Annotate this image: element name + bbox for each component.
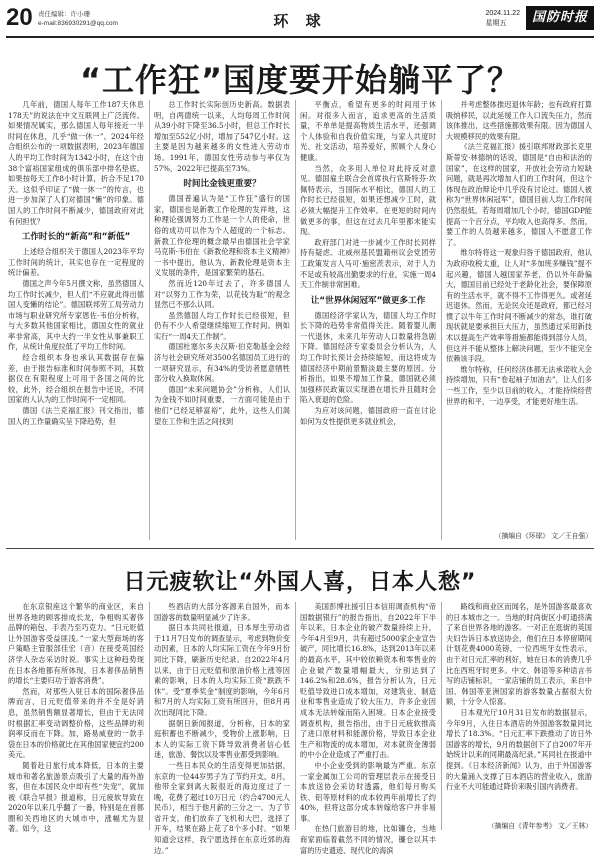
subheading: 工作时长的“新高”和“新低” — [21, 232, 131, 243]
paragraph: 为应对该问题，德国政府一直在讨论如何为女性提供更多就业机会， — [300, 406, 436, 426]
paragraph: 据日本共同社报道，日本厚生劳动省于11月7日发布的调查显示，考虑到物价变动因素，日本的人均实际工资在今年9月份同比下降，刷新历史纪录。自2022年4月以来，由于日元贬值和原油价格上涨等因素的影响，日本的人均实际工资“跌跌不休”。受“夏季奖金”制度的影响，今年6月和7月的人均实际工资有所回升，但8月再次出现同比下降。 — [154, 623, 290, 717]
article1-byline: （摘编自《环球》 文／王自强） — [494, 532, 592, 540]
paragraph: 维尔特将这一观象归咎于德国政府，他认为政府收税太重，让人对“多加班多赚钱”提不起兴趣，德国人越国家养老，仍以外年龄偏大，德国目前已经处于老龄化社会，要保障原有的生活水平，就不得不工作得更久。或者延迟退休。然而，无论民众还是政府，都已经习惯了以牛年工作时间不断减少的常态，谁打破现状就是要承担巨大压力，虽然通过采用新技术以提高生产效率等措施都能得到部分人员，但这并不能从整体上解决问题，至少不能完全依赖该手段。 — [446, 248, 592, 364]
paragraph: 在热门旅游目的地，比如镰仓，当地商家面临着截然不同的情况，镰仓以其丰富的历史遗迹、现代化的海滨 — [300, 824, 436, 855]
header-rule — [6, 36, 594, 38]
paragraph: 德国之声今年5月撰文称，虽然德国人均工作时长减少，但人们“不应就此得出德国人变懒的结论”。德国联邦劳工局劳动力市场与职业研究所专家恩佐·韦伯分析称，与大多数其他国家相比，德国女性的就业率非常高，其中大约一半女性从事兼职工作，从统计角度拉低了平均工作时间。 — [8, 278, 144, 352]
paragraph: 上述经合组织关于德国人2023年平均工作时间的统计，其实也存在一定程度的统计偏差。 — [8, 247, 144, 278]
paragraph: 德国《法兰克福汇报》刊文指出，德国人的工作量确实呈下降趋势，但 — [8, 406, 144, 426]
paragraph: 《法兰克福汇报》援引联邦财政部长克里斯蒂安·林德纳的话说，德国是“自由和法治的国家”，在这样的国家，开放社会劳动力短缺问题，就是再次增加人们的工作时间，但这个体现在政治辩论中几乎没有讨论过。德国人被称为“世界休闲冠军”，德国目前人均工作时间仍然很低，若每周增加几个小时，德国GDP能提高一个百分点，平均收入也高得多。然而，要工作的人员越来越多，德国人不愿意工作了。 — [446, 142, 592, 247]
paragraph: 并考虑整体推迟退休年龄；也有政府打算吸纳移民，以此延缓工作人口流失压力，然而该体推出，这些措施都效果有限。因为德国人大规模移民的效果有限。 — [446, 100, 592, 141]
paragraph: 德国杜塞尔多夫汉斯·伯克勒基金会经济与社会研究所对3500名德国员工进行的一项研究显示，有34%的受访者愿意牺牲部分收入换取休闲。 — [154, 342, 290, 384]
paragraph: 据朝日新闻报道，分析称，日本的家庭积蓄也不断减少，受物价上涨影响，日本人的实际工资下降导致消费者信心低迷，旅游、餐饮以及零售业都受到影响。 — [154, 718, 290, 760]
article2-column-2 — [154, 602, 290, 855]
paragraph: 维尔特称，任何经济体都无法承诺收入会持续增加，只有“卷起袖子加油去”，让人们多一些工作，至少以目前的收入，才能持续经营世界的和平，一边享受，才能更好地生活。 — [446, 364, 592, 406]
weekday-text: 星期五 — [485, 20, 507, 27]
paragraph: 德国经济学家认为，德国人均工作时长下降的趋势非常值得关注。随着婴儿潮一代退休，未来几年劳动人口数量将急剧下降。德国经济专家委员会分析认为，人均工作时长预计会持续缩短，而这将成为德国经济中期前景黯淡最主要的原因。分析指出，如果不增加工作量，德国就必须加强移民政策以实现潜在增长并且随时会陷入衰退的危险。 — [300, 310, 436, 405]
editor-line: 责任编辑：许小珊 — [38, 11, 90, 18]
column-divider — [149, 602, 150, 830]
paragraph: 路线和商业区而闻名，是外国游客最喜欢的日本城市之一。当地的时尚街区小町通挤满了来自世界各地的游客。一对正在逛街的英国夫妇告诉日本放送协会，他们在日本停留期间计划花费4000英镑，一位西班牙女性表示，由于对日元汇率的利好，她在日本的消费几乎比在西班牙时更多。中文、韩语等多种语言书写的店铺标识，一家店铺的员工表示，来自中国、韩国等亚洲国家的游客数量占据很大份额，十分令人惊喜。 — [446, 602, 592, 707]
article1-headline: “工作狂”国度要开始躺平了？ — [79, 61, 521, 99]
article2-column-3 — [300, 602, 436, 855]
article-separator — [6, 548, 594, 549]
page-header — [6, 6, 594, 34]
paragraph: 德国普遍认为是“工作狂”盛行的国家，德国也是新教工作伦理的发祥地，这种理论强调努力工作是一个人的使命，世俗的成功可以作为个人超度的一个标志。新教工作伦理的概念最早由德国社会学家马克斯·韦伯在《新教伦理和资本主义精神》一书中提出，他认为，新教伦理是资本主义发展的条件，是国家繁荣的基石。 — [154, 194, 290, 278]
newspaper-logo: 国防时报 — [526, 6, 594, 30]
email-line: e-mail:836930291@qq.com — [38, 20, 118, 27]
article2-column-4 — [446, 602, 592, 818]
paragraph: 中小企业受到的影响最为严重。东京一家金属加工公司的管理层表示在接受日本放送协会采访时透露，他们每月购买铁、铝等原材料的成本较两年前增长了约40%，但将这部分成本转嫁给客户并非易事。 — [300, 760, 436, 823]
paragraph: 几年前，德国人每年工作187天休息178天”的说法在中文互联网上广泛流传。如果情况属实，那么德国人每年接近一半时间在休息，几乎“做一休一”。2024年经合组织公布的一项数据表明，2023年德国人的平均工作时间为1342小时，在这个由38个富裕国家组成的俱乐部中排名垫底。如果按每天工作8小时计算，折合不足170天。这似乎印证了“做一休一”的传言，也进一步加深了人们对德国“懒”的印象。德国人的工作时间不断减少，德国政府对此有何担忧？ — [8, 100, 144, 226]
article2-byline: （摘编自《青年参考》 文／王林） — [487, 822, 592, 830]
paragraph: 当然，众多用人单位对此持反对意见。德国雇主联合会首席执行官斯特芬·坎佩特表示，当国际水平相比，德国人的工作时长已经很短，如果还想减少工时，就必须大幅提升工作效率。在更短的时间内做更多的事，但这在过去几年里都未能实现。 — [300, 163, 436, 237]
subheading: 让“世界休闲冠军”做更多工作 — [310, 295, 426, 306]
article1-column-3 — [300, 100, 436, 540]
column-divider — [149, 100, 150, 540]
column-divider — [441, 602, 442, 830]
page-number: 20 — [6, 4, 33, 31]
paragraph: 然而近120年过去了，许多德国人对“以努力工作为荣，以花钱为耻”的观念显然已不那么认同。 — [154, 278, 290, 310]
paragraph: 美国彭博社援引日本信用调查机构“帝国数据银行”的报告指出，自2022年下半年以来，日本企业的破产数量持续上升，今年4月至9月，共有超过5000家企业宣告破产，同比增长16.8%，达到2013年以来的最高水平，其中较依赖资本和零售业的企业破产数量增幅最大，分别达到了146.2%和28.6%，报告分析认为，日元贬值导致进口成本增加，对建筑业、制造业和零售业造成了较大压力，许多企业因成本无法转嫁而陷入困境。日本企业接受调查机构，报告指出，由于日元疲软推高了进口原材料和能源价格，导致日本企业生产和物流的成本增加，对本就资金薄弱的中小企业造成了严重打击。 — [300, 602, 436, 760]
paragraph: 总工作时长实际创历史新高。数据表明，自两德统一以来，人均每周工作时间从39小时下降至36.5小时，但总工作时长增加至552亿小时，增加了547亿小时。这主要是因为越来越多的女性进入劳动市场。1991年，德国女性劳动参与率仅为57%，2022年已提高至73%。 — [154, 100, 290, 173]
paragraph: 虽然德国人均工作时长已经很短，但仍有不少人希望继续缩短工作时间。例如实行“一周4天工作制”。 — [154, 310, 290, 341]
subheading: 时间比金钱更重要？ — [183, 179, 261, 190]
column-divider — [295, 602, 296, 830]
issue-date — [485, 9, 520, 29]
paragraph: 然而，对那些入驻日本的国际奢侈品牌而言，日元贬值带来的并不全是好消息，虽然销售额显著增长，但由于无法同时根据汇率变动调整价格，这些品牌的利润率反而在下降。加，路易威登的一款手袋在日本的价格就比在其他国家便宜约200美元。 — [8, 686, 144, 760]
paragraph: 平衡点，希望有更多的时间用于休闲。对很多人而言，追求更高的生活质量，不单单是提高物质生活水平，还强调个人体验和自我价值实现，与家人共度时光、社交活动，培养爱好，照顾个人身心健康。 — [300, 100, 436, 162]
column-divider — [295, 100, 296, 540]
article1-column-2 — [154, 100, 290, 540]
paragraph: 政府部门对进一步减少工作时长同样持有疑虑。北威州基民盟籍州议会党团劳工政策发言人马可·施密茨表示，对于人力不足或有较高出勤要求的行业，实施一周4天工作制非常困难。 — [300, 237, 436, 290]
paragraph: 经合组织本身也承认其数据存在偏差，由于报告标准和时间参照不同，其数据仅在有限程度上可用于各国之间的比较，此外，经合组织在报告中还说，不同国家的人认为的工作时间不一定相同。 — [8, 353, 144, 405]
paragraph: 德国“未来问题协会”分析称，人们认为金钱不如时间重要，一方面可能是由于他们“已经足够富裕”，此外，这些人们渴望在工作和生活之间找到 — [154, 384, 290, 426]
article2-headline: 日元疲软让“外国人喜，日本人愁” — [123, 570, 477, 595]
paragraph: 一些日本民众的生活变得更加拮据，东京的一位44岁男子为了节约开支，8月，他带全家到离大阪很近的海边度过了一晚，花费了超过10万日元（约合4700元人民币），相当于他月薪的三分之一。为了节省开支，他们放弃了飞机和大巴，选择了开车，结果在路上花了8个多小时。“如果知道会这样，我宁愿选择在东京近郊的海边。” — [154, 760, 290, 855]
section-title: 环 球 — [273, 12, 327, 30]
article2-column-1 — [8, 602, 144, 834]
paragraph: 在东京银座这个繁华的商业区，来自世界各地的顾客排成长龙，争相购买奢侈品牌的箱包、手表乃至巧克力。“日元贬值让外国游客受益匪浅。”一家大型商场的客户策略主管服部佳宏（音）在接受英国经济学人杂志采访时说。事实上这种趋势现在日本各地都有所体现，日本奢侈品销售的增长“主要归功于游客消费”。 — [8, 602, 144, 686]
paragraph: 日本观光厅10月31日发布的数据显示，今年9月，入住日本酒店的外国游客数量同比增长了18.3%。“日元汇率下跌推动了访日外国游客的增长，9月的数据创下了自2007年开始统计以来的同期最高纪录。”其同社在报道中提到。《日本经济新闻》认为，由于外国游客的大量涌入支撑了日本酒店的营业收入，旅游行业不大可能通过降价来吸引国内消费者。 — [446, 707, 592, 792]
paragraph: 些酒店的大部分客源来自国外，而本国游客的数量明显减少了许多。 — [154, 602, 290, 622]
date-text: 2024.11.22 — [485, 10, 520, 17]
column-divider — [441, 100, 442, 540]
paragraph: 随着赴日旅行成本降低，日本的主要城市和著名旅游景点吸引了大量的海外游客，但在本国民众中却有些“失宠”，就加被《联合早报》报道称，日元疲软导致在2020年以来几乎翻了一番，特别是在首都圈和关西地区的大城市中，涨幅尤为显著。如今，这 — [8, 760, 144, 834]
article1-column-1 — [8, 100, 144, 540]
article1-column-4 — [446, 100, 592, 528]
